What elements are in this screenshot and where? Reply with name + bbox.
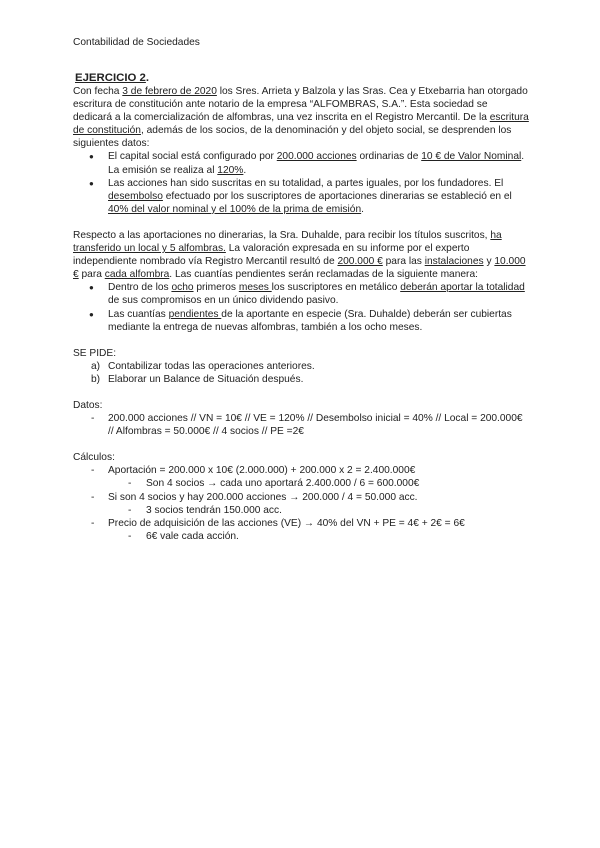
b2-text-1: Las acciones han sido suscritas en su totalidad, a partes iguales, por los fundadores. El (108, 177, 504, 189)
c1-ocho: ocho (171, 282, 194, 294)
intro-paragraph (73, 85, 529, 150)
list-item (73, 281, 529, 307)
list-marker: a) (91, 360, 101, 372)
exercise-title-text: EJERCICIO 2 (75, 72, 146, 84)
list-marker: b) (91, 373, 101, 385)
exercise-title-suffix: . (145, 72, 150, 84)
c2-text-1: Las cuantías (108, 308, 169, 320)
b1-emision: 120% (217, 164, 244, 176)
list-item-text: Aportación = 200.000 x 10€ (2.000.000) + 200.000 x 2 = 2.400.000€ (108, 465, 416, 477)
p2-instalaciones: instalaciones (424, 256, 484, 268)
p2-valor-alfombra: 10.000 € (73, 256, 526, 281)
calculos-sublist (73, 504, 529, 517)
b2-porcentajes: 40% del valor nominal y el 100% de la prima de emisión (108, 203, 362, 215)
c2-pendientes: pendientes (168, 308, 222, 320)
calculos-list (73, 491, 529, 504)
calculos-sublist (73, 477, 529, 490)
p2-text-2: La valoración expresada en su informe por el experto independiente nombrado vía Registro Mercantil resultó de (73, 243, 470, 268)
intro-escritura: escritura de constitución (73, 112, 529, 137)
p2-valor-local: 200.000 € (337, 256, 383, 268)
list-item (73, 517, 529, 530)
intro-text-1: Con fecha (73, 86, 123, 97)
b2-text-2: efectuado por los suscriptores de aportaciones dinerarias se estableció en el (162, 190, 512, 202)
list-item: - 200.000 acciones // VN = 10€ // VE = 120% // Desembolso inicial = 40% // Local = 200.000€ // Alfombras = 50.000€ // 4 socios // PE =2€ (73, 412, 529, 438)
c1-meses: meses (238, 282, 272, 294)
list-item-text: Si son 4 socios y hay 200.000 acciones → 200.000 / 4 = 50.000 acc. (108, 491, 418, 503)
b1-text-2: ordinarias de (356, 151, 422, 163)
c1-totalidad: deberán aportar la totalidad (400, 282, 525, 294)
calculos-list (73, 464, 529, 477)
intro-text-3: , además de los socios, de la denominación y del objeto social, se desprenden los siguientes datos: (73, 125, 512, 150)
list-item (73, 177, 529, 216)
list-item (73, 464, 529, 477)
aportaciones-paragraph (73, 229, 529, 281)
b2-text-3: . (361, 203, 364, 215)
running-header: Contabilidad de Sociedades (73, 37, 200, 48)
b1-valor-nominal: 10 € de Valor Nominal (421, 151, 522, 163)
b2-desembolso: desembolso (108, 190, 163, 202)
intro-text-2: los Sres. Arrieta y Balzola y las Sras. Cea y Etxebarria han otorgado escritura de constitución ante notario de la empresa “ALFOMBRAS, S.A.”. Esta sociedad se dedicará a la comercialización de alfombras, una vez inscrita en el Registro Mercantil. De la (73, 86, 528, 124)
p2-text-5: para (78, 269, 105, 281)
p2-text-6: . Las cuantías pendientes serán reclamadas de la siguiente manera: (169, 269, 478, 281)
p2-text-1: Respecto a las aportaciones no dinerarias, la Sra. Duhalde, para recibir los títulos suscritos, (73, 229, 491, 241)
list-item-text: Precio de adquisición de las acciones (VE) → 40% del VN + PE = 4€ + 2€ = 6€ (108, 517, 465, 529)
calculos-sublist (73, 530, 529, 543)
list-item (73, 308, 529, 334)
c1-text-2: primeros (193, 282, 239, 294)
p2-text-3: para las (382, 256, 425, 268)
sub-list-item: - 6€ vale cada acción. (73, 530, 529, 543)
calculos-heading: Cálculos: (73, 452, 115, 464)
c1-text-3: los suscriptores en metálico (271, 282, 401, 294)
p2-cada-alfombra: cada alfombra (104, 269, 170, 281)
list-item (73, 150, 529, 176)
list-item (73, 373, 529, 386)
document-body (73, 71, 529, 543)
list-item-text: Elaborar un Balance de Situación después. (108, 373, 304, 385)
pendientes-bullets (73, 281, 529, 333)
p2-text-4: y (483, 256, 495, 268)
list-item (73, 360, 529, 373)
c2-text-2: de la aportante en especie (Sra. Duhalde) deberán ser cubiertas mediante la entrega de nuevas alfombras, también a los ocho meses. (108, 308, 512, 333)
se-pide-heading: SE PIDE: (73, 347, 117, 359)
se-pide-list (73, 360, 529, 386)
intro-date: 3 de febrero de 2020 (122, 86, 217, 97)
c1-text-4: de sus compromisos en un único dividendo pasivo. (108, 295, 339, 307)
sub-list-item: - Son 4 socios → cada uno aportará 2.400.000 / 6 = 600.000€ (73, 477, 529, 490)
list-item (73, 491, 529, 504)
exercise-title (75, 71, 529, 85)
c1-text-1: Dentro de los (108, 282, 172, 294)
b1-text-1: El capital social está configurado por (108, 151, 277, 163)
capital-bullets (73, 150, 529, 215)
datos-list (73, 412, 529, 438)
list-item-text: Contabilizar todas las operaciones anteriores. (108, 360, 315, 372)
b1-text-3: . La emisión se realiza al (108, 151, 525, 176)
b1-acciones: 200.000 acciones (276, 151, 357, 163)
sub-list-item: - 3 socios tendrán 150.000 acc. (73, 504, 529, 517)
b1-text-4: . (243, 164, 247, 176)
datos-heading: Datos: (73, 399, 103, 411)
p2-transferido: ha transferido un local y 5 alfombras. (73, 229, 502, 255)
calculos-list (73, 517, 529, 530)
